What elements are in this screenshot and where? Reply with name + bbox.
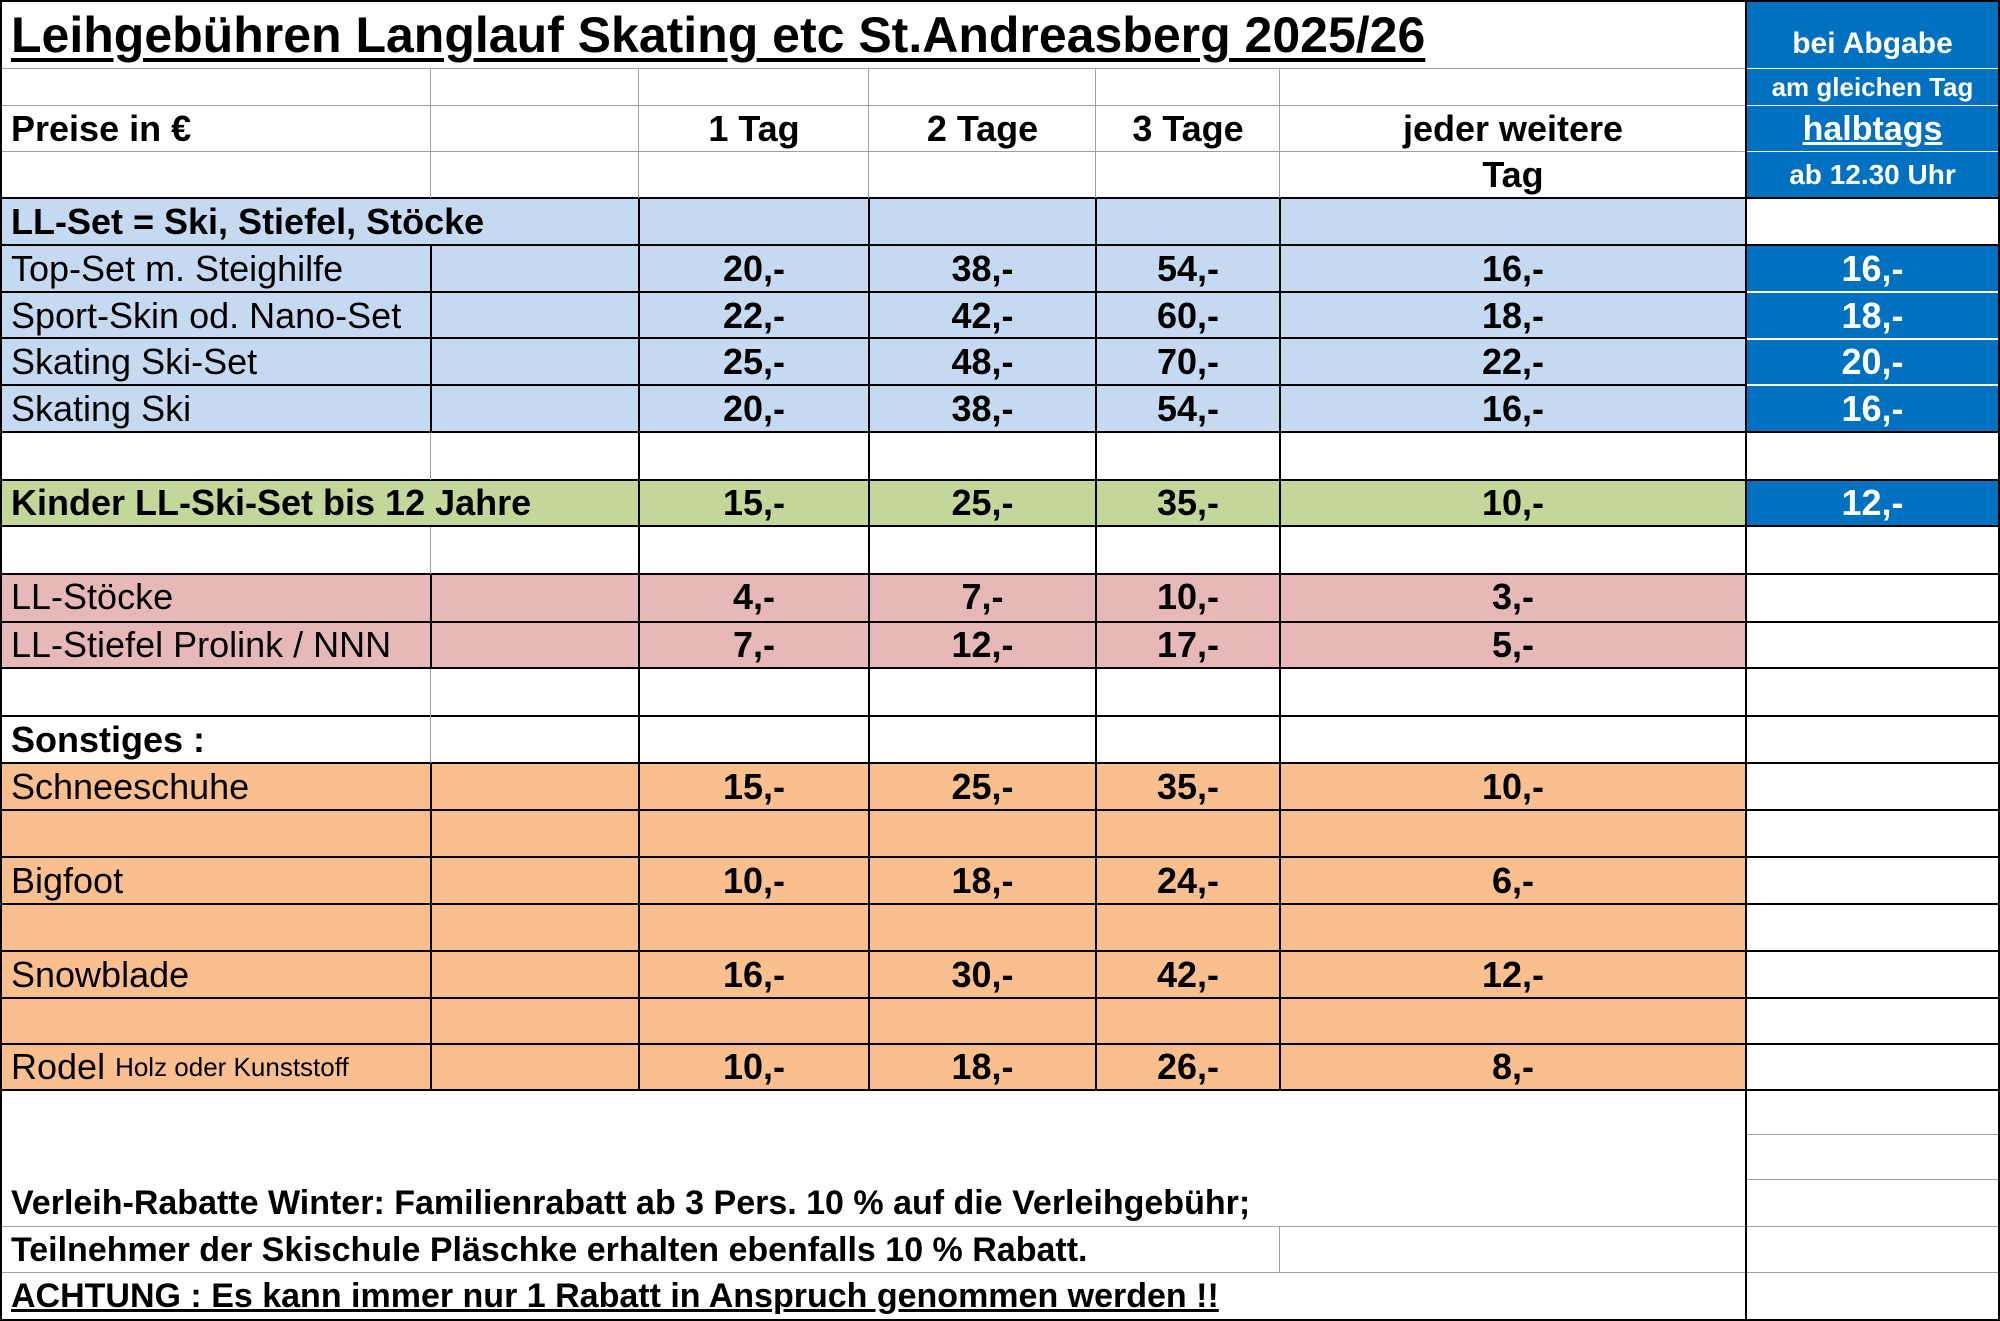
rodel-label: Rodel <box>11 1046 106 1087</box>
price-3-days: 10,- <box>1156 576 1220 617</box>
price-1-day: 15,- <box>722 765 786 807</box>
price-1-day: 20,- <box>722 387 786 429</box>
kids-row-name: Kinder LL-Ski-Set bis 12 Jahre <box>11 482 532 523</box>
price-extra-day: 6,- <box>1491 859 1534 901</box>
kids-price-1-day: 15,- <box>722 482 786 523</box>
price-extra-day: 22,- <box>1481 340 1545 382</box>
price-halfday: 20,- <box>1841 340 1904 382</box>
price-3-days: 26,- <box>1156 1046 1220 1087</box>
price-1-day: 4,- <box>732 576 775 617</box>
kids-price-extra-day: 10,- <box>1481 482 1545 523</box>
price-1-day: 7,- <box>732 624 775 665</box>
price-2-days: 38,- <box>951 247 1014 289</box>
price-3-days: 54,- <box>1156 387 1220 429</box>
ll-set-heading: LL-Set = Ski, Stiefel, Stöcke <box>11 200 485 242</box>
price-1-day: 22,- <box>722 294 786 336</box>
price-3-days: 24,- <box>1156 859 1220 901</box>
item-name: LL-Stöcke <box>11 576 174 617</box>
item-name <box>2 1045 430 1089</box>
price-3-days: 42,- <box>1156 953 1220 995</box>
price-1-day: 20,- <box>722 247 786 289</box>
price-1-day: 10,- <box>722 859 786 901</box>
col-header-1-day: 1 Tag <box>708 107 800 149</box>
price-halfday: 16,- <box>1841 247 1904 289</box>
col-header-extra-day-2: Tag <box>1482 153 1544 195</box>
price-extra-day: 12,- <box>1481 953 1545 995</box>
item-name: Snowblade <box>11 953 190 995</box>
price-1-day: 25,- <box>722 340 786 382</box>
item-name: Sport-Skin od. Nano-Set <box>11 294 402 336</box>
item-name: Skating Ski-Set <box>11 340 258 382</box>
price-2-days: 38,- <box>951 387 1014 429</box>
item-name: LL-Stiefel Prolink / NNN <box>11 624 392 665</box>
price-2-days: 12,- <box>951 624 1014 665</box>
kids-price-2-days: 25,- <box>951 482 1014 523</box>
price-2-days: 30,- <box>951 953 1014 995</box>
price-extra-day: 10,- <box>1481 765 1545 807</box>
note-single-discount: ACHTUNG : Es kann immer nur 1 Rabatt in Anspruch genommen werden !! <box>11 1277 1219 1315</box>
price-2-days: 48,- <box>951 340 1014 382</box>
price-halfday: 16,- <box>1841 387 1904 429</box>
halfday-line1: bei Abgabe <box>1792 27 1953 60</box>
price-3-days: 35,- <box>1156 765 1220 807</box>
price-2-days: 42,- <box>951 294 1014 336</box>
price-label: Preise in € <box>11 107 192 149</box>
halfday-line2: am gleichen Tag <box>1771 72 1974 102</box>
price-2-days: 18,- <box>951 859 1014 901</box>
price-3-days: 60,- <box>1156 294 1220 336</box>
halfday-line4: ab 12.30 Uhr <box>1789 158 1956 190</box>
price-extra-day: 5,- <box>1491 624 1534 665</box>
price-3-days: 70,- <box>1156 340 1220 382</box>
kids-price-3-days: 35,- <box>1156 482 1220 523</box>
note-family-discount: Verleih-Rabatte Winter: Familienrabatt ab 3 Pers. 10 % auf die Verleihgebühr; <box>11 1184 1251 1222</box>
halfday-line3: halbtags <box>1802 109 1943 148</box>
price-2-days: 25,- <box>951 765 1014 807</box>
price-1-day: 16,- <box>722 953 786 995</box>
note-ski-school-discount: Teilnehmer der Skischule Pläschke erhalten ebenfalls 10 % Rabatt. <box>11 1230 1088 1269</box>
col-header-3-days: 3 Tage <box>1132 107 1244 149</box>
misc-heading: Sonstiges : <box>11 718 206 760</box>
item-name: Skating Ski <box>11 387 192 429</box>
kids-price-halfday: 12,- <box>1841 482 1904 523</box>
item-name: Schneeschuhe <box>11 765 250 807</box>
price-3-days: 17,- <box>1156 624 1220 665</box>
item-name: Bigfoot <box>11 859 124 901</box>
item-name: Top-Set m. Steighilfe <box>11 247 344 289</box>
price-extra-day: 16,- <box>1481 387 1545 429</box>
rodel-material-note: Holz oder Kunststoff <box>115 1052 349 1082</box>
price-2-days: 7,- <box>961 576 1004 617</box>
price-extra-day: 18,- <box>1481 294 1545 336</box>
price-extra-day: 8,- <box>1491 1046 1534 1087</box>
price-1-day: 10,- <box>722 1046 786 1087</box>
page-title: Leihgebühren Langlauf Skating etc St.Andreasberg 2025/26 <box>11 7 1426 63</box>
price-extra-day: 3,- <box>1491 576 1534 617</box>
col-header-2-days: 2 Tage <box>926 107 1039 149</box>
col-header-extra-day: jeder weitere <box>1402 107 1624 149</box>
price-halfday: 18,- <box>1841 294 1904 336</box>
price-extra-day: 16,- <box>1481 247 1545 289</box>
price-2-days: 18,- <box>951 1046 1014 1087</box>
price-3-days: 54,- <box>1156 247 1220 289</box>
